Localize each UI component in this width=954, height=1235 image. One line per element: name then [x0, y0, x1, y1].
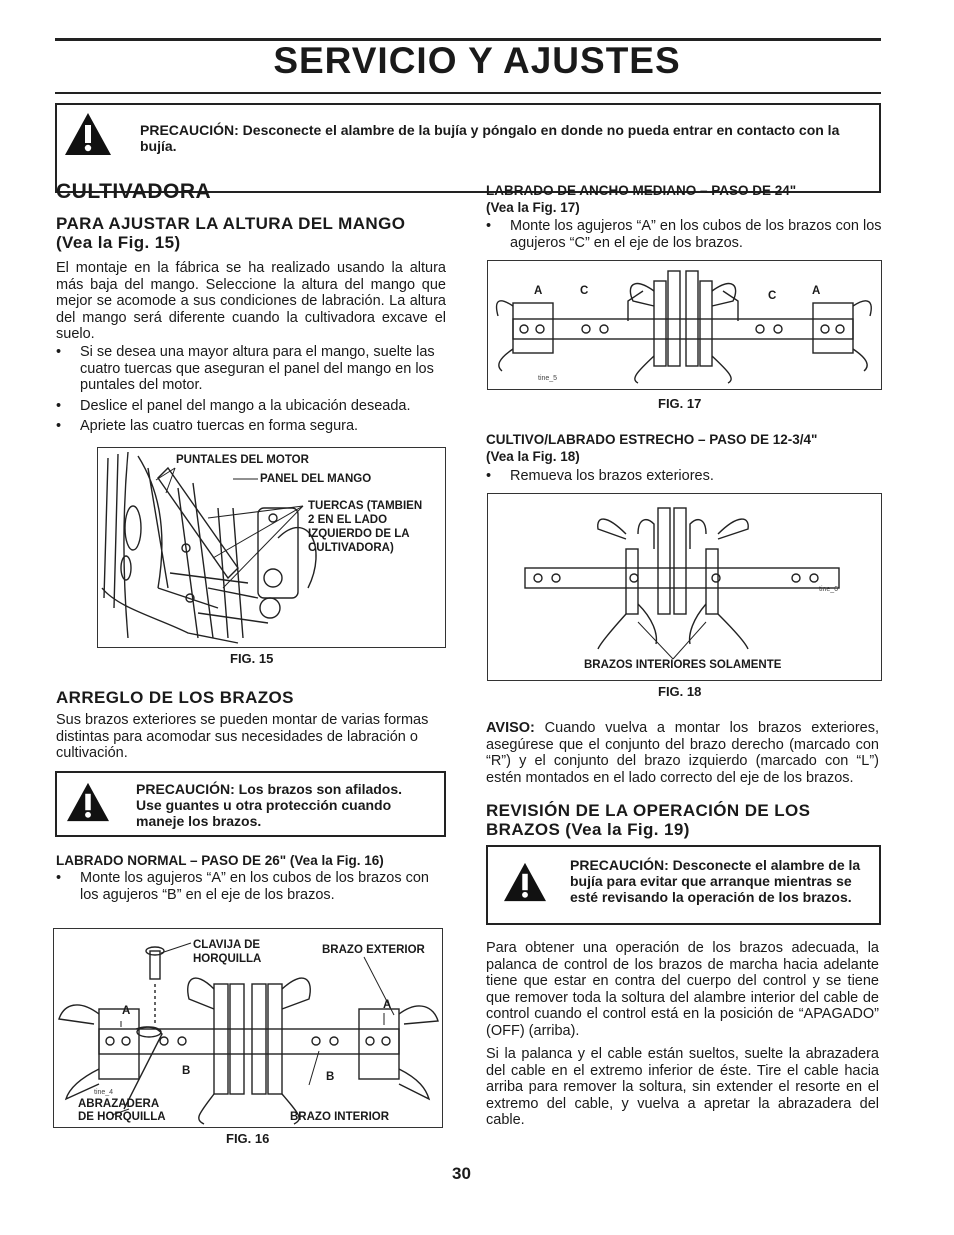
list-item: • Monte los agujeros “A” en los cubos de los brazos con los agujeros “B” en el eje de los brazos. [52, 870, 448, 903]
figure-16-caption: FIG. 16 [226, 1131, 270, 1146]
label-hairpin-clip-line1: ABRAZADERA [78, 1098, 160, 1110]
label-engine-struts: PUNTALES DEL MOTOR [176, 454, 309, 466]
figure-18-caption: FIG. 18 [658, 684, 702, 699]
tine-assembly-illustration [488, 261, 881, 389]
notice-paragraph [486, 720, 879, 786]
label-hole-a-right: A [383, 999, 392, 1011]
list-item: • Deslice el panel del mango a la ubicación deseada. [52, 398, 446, 415]
label-handle-panel: PANEL DEL MANGO [260, 473, 372, 485]
warning-triangle-icon [63, 111, 113, 157]
label-hole-a-left: A [122, 1005, 131, 1017]
label-inner-arms-only: BRAZOS INTERIORES SOLAMENTE [584, 659, 782, 671]
narrow-bullets [482, 468, 882, 489]
figure-code: tine_6 [819, 586, 839, 593]
figure-code: tine_4 [94, 1089, 114, 1096]
label-nuts-line1: TUERCAS (TAMBIEN [308, 500, 423, 512]
arms-paragraph: Sus brazos exteriores se pueden montar de varias formas distintas para acomodar sus necesidades de labración o cultivación. [56, 712, 429, 761]
top-warning-text: PRECAUCIÓN: Desconecte el alambre de la bujía y póngalo en donde no pueda entrar en contacto con la bujía. [140, 122, 840, 154]
label-hole-a-left: A [534, 285, 543, 297]
list-item: • Remueva los brazos exteriores. [482, 468, 882, 485]
page-number: 30 [452, 1164, 471, 1183]
label-hairpin-clip-line2: DE HORQUILLA [78, 1111, 166, 1123]
narrow-heading-line1: CULTIVO/LABRADO ESTRECHO – PASO DE 12-3/4" [486, 432, 818, 447]
list-item: • Monte los agujeros “A” en los cubos de los brazos con los agujeros “C” en el eje de los brazos. [482, 218, 882, 251]
revision-paragraph-2: Si la palanca y el cable están sueltos, suelte la abrazadera del cable en el extremo inferior de éste. Tire el cable hacia arriba para remover la soltura, sin extender el resorte en el extremo del cable, y vuelva a apretar la abrazadera del cable. [486, 1046, 879, 1128]
title-underline [55, 92, 881, 94]
label-outer-arm: BRAZO EXTERIOR [322, 944, 425, 956]
list-item: • Apriete las cuatro tuercas en forma segura. [52, 418, 446, 435]
label-nuts-line2: 2 EN EL LADO [308, 514, 388, 526]
figure-17 [487, 260, 882, 390]
handle-bullets [52, 344, 446, 439]
label-hole-c-left: C [580, 285, 589, 297]
revision-warning-text: PRECAUCIÓN: Desconecte el alambre de la bujía para evitar que arranque mientras se esté revisando la operación de los brazos. [570, 857, 861, 905]
label-hole-a-right: A [812, 285, 821, 297]
notice-text: Cuando vuelva a montar los brazos exteriores, asegúrese que el conjunto del brazo derecho (marcado con “R”) y el conjunto del brazo izquierdo (marcado con “L”) estén montados en el lado correcto del eje de los brazos. [486, 720, 879, 786]
label-clevis-pin-line1: CLAVIJA DE [193, 939, 261, 951]
warning-triangle-icon [65, 781, 111, 823]
arms-heading: ARREGLO DE LOS BRAZOS [56, 688, 294, 707]
label-nuts-line3: IZQUIERDO DE LA [308, 528, 410, 540]
notice-label: AVISO: [486, 720, 535, 736]
narrow-heading-line2: (Vea la Fig. 18) [486, 449, 580, 464]
revision-heading: REVISIÓN DE LA OPERACIÓN DE LOS BRAZOS (Vea la Fig. 19) [486, 801, 811, 839]
revision-paragraph-1: Para obtener una operación de los brazos adecuada, la palanca de control de los brazos de marcha hacia adelante tiene que estar en contra del cuerpo del control y se tiene que remover toda la soltura del alambre interior del cable de control cuando el control está en la posición de “APAGADO” (OFF) (arriba). [486, 940, 879, 1039]
warning-triangle-icon [502, 861, 548, 903]
label-nuts-line4: CULTIVADORA) [308, 542, 394, 554]
figure-16 [53, 928, 443, 1128]
normal-heading: LABRADO NORMAL – PASO DE 26" (Vea la Fig. 16) [56, 853, 384, 868]
label-hole-b-right: B [326, 1071, 335, 1083]
figure-code: tine_5 [538, 375, 558, 382]
revision-warning-box [486, 845, 881, 925]
label-inner-arm: BRAZO INTERIOR [290, 1111, 390, 1123]
figure-18 [487, 493, 882, 681]
handle-paragraph: El montaje en la fábrica se ha realizado usando la altura más baja del mango. Seleccione la altura del mango que mejor se acomode a sus condiciones de labración. La altura del mango será diferente cuando la cultivadora excave el suelo. [56, 260, 446, 342]
handle-heading: PARA AJUSTAR LA ALTURA DEL MANGO (Vea la Fig. 15) [56, 214, 406, 252]
normal-bullets [52, 870, 448, 907]
label-hole-b-left: B [182, 1065, 191, 1077]
figure-15-caption: FIG. 15 [230, 651, 274, 666]
figure-17-caption: FIG. 17 [658, 396, 702, 411]
medium-bullets [482, 218, 882, 255]
medium-heading-line2: (Vea la Fig. 17) [486, 200, 580, 215]
arms-warning-text: PRECAUCIÓN: Los brazos son afilados. Use guantes u otra protección cuando maneje los brazos. [136, 781, 403, 829]
section-title-cultivadora: CULTIVADORA [56, 180, 212, 203]
list-item: • Si se desea una mayor altura para el mango, suelte las cuatro tuercas que aseguran el panel del mango en los puntales del motor. [52, 344, 446, 394]
figure-15 [97, 447, 446, 648]
medium-heading-line1: LABRADO DE ANCHO MEDIANO – PASO DE 24" [486, 183, 797, 198]
label-hole-c-right: C [768, 290, 777, 302]
page-title: SERVICIO Y AJUSTES [273, 40, 681, 81]
arms-warning-box [55, 771, 446, 837]
label-clevis-pin-line2: HORQUILLA [193, 953, 262, 965]
